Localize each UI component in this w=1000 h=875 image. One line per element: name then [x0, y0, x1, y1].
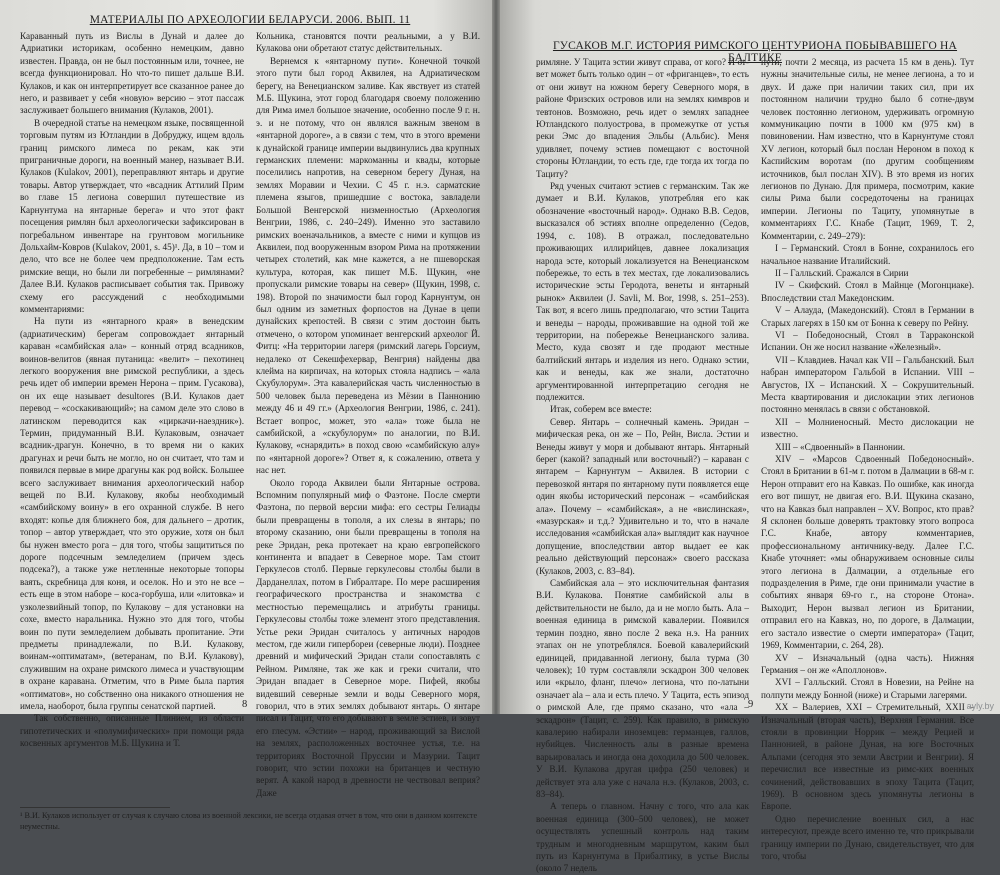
footnote: ¹ В.И. Кулаков использует от случая к случаю слова из военной лексики, не всегда отдавая отчет в том, что они в данном контексте неуместны. [20, 811, 478, 831]
paragraph: Так собственно, описанные Плинием, из области гипотетических и «полумифических» при помощи ряда косвенных аргументов М.Б. Щукина и Т. [20, 713, 244, 749]
running-head-left: МАТЕРИАЛЫ ПО АРХЕОЛОГИИ БЕЛАРУСИ. 2006. ВЫП. 11 [89, 14, 411, 26]
page-number-right: 9 [748, 699, 754, 710]
page-number-left: 8 [242, 699, 248, 710]
paragraph: пути, почти 2 месяца, из расчета 15 км в день). Тут нужны значительные силы, не менее легиона, а то и двух. И даже при наличии таких сил, при их постоянном наличии трудно было б сотне-двум человек постоянно легионом, удерживать огромную коммуникацию почти в 1000 км (975 км) в повиновении. Нам известно, что в Карнунтуме стоял XV легион, который был послан Нероном в поход к Каспийским воротам (по другим сообщениям источников, был послан XIV). В это время из ногих легионов по Дунаю. Для примера, посмотрим, какие силы Рима были сосредоточены на границах империи. Легионы по Тациту, упомянутые в комментариях Г.С. Кнабе (Тацит, 1969, Т. 2, Комментарии, с. 249–279): [761, 57, 974, 241]
legion-item: XV – Изначальный (одна часть). Нижняя Германия – он же «Аполлонов». [761, 652, 974, 675]
paragraph: Вернемся к «янтарному пути». Конечной точкой этого пути был город Аквилея, на Адриатическом берегу, на Венецианском заливе. Как явствует из статей М.Б. Щукина, этот город благодаря своему положению для Рима имел большое значение, особенно после 9 г. н. э. и не потому, что он являлся важным звеном в «янтарной дороге», а в связи с тем, что в этого времени к дунайской границе империи выдвинулись два крупных германских племени: маркоманны и квады, которые поселились напротив, на северном берегу Дуная, на землях Моравии и Чехии. С 45 г. н.э. сарматские племена языгов, пришедшие с востока, завладели Большой Венгерской низменностью (Археология Венгрии, 1986, с. 240–249). Именно это заставило римских военачальников, а вместе с ними и купцов из Аквилеи, под вооруженным взором Рима на протяжении четырех столетий, как мне кажется, а не пшеворская культура, которая, как пишет М.Б. Щукин, «не пропускали римские товары на север» (Щукин, 1998, с. 198). Второй по значимости был город Карнунтум, он был одним из заметных форпостов на Дунае в цепи дунайских крепостей. В связи с этим достоин быть отмечено, о котором упоминает венгерский археолог Й. Фитц: «На территории лагеря (римский лагерь Горсиум, недалеко от Секешфехервар, Венгрия) найдены два клейма на кирпичах, на которых стояла надпись – «ала Скубулорум». Эта кавалерийская часть численностью в 500 человек была переведена из Мёзии в Паннонию между 46 и 49 гг.» (Археология Венгрии, 1986, с. 241). Встает вопрос, может, это «ала» тоже была не самбийской, а «скубулорум» по аналогии, по В.И. Кулакову, «снарядить» в поход свою «самбийскую алу» по «янтарной дороге»? Ответ я, к сожалению, ответа у нас нет. [256, 55, 480, 476]
left-column-1 [20, 30, 244, 799]
paragraph: А теперь о главном. Начну с того, что ала как военная единица (300–500 человек), не может осуществлять успешный контроль над таким трудным и многодневным маршрутом, каким был путь из Карнунтума в Прибалтику, в устье Вислы (около 7 недель [536, 801, 749, 874]
legion-list [761, 242, 974, 813]
legion-item: I – Германский. Стоял в Бонне, сохранилось его начальное название Италийский. [761, 243, 974, 266]
paragraph: Север. Янтарь – солнечный камень. Эридан – мифическая река, он же – По, Рейн, Висла. Эстии и Венеды живут у моря и добывают янтарь. Янтарный берег (какой? западный или восточный?) – караван с янтарем – Карнунтум – Аквилея. В истории с перевозкой янтаря по янтарному пути появляется еще один якобы исторический персонаж – «самбийская ала». Почему – «самбийская», а не «вислинская», «мазурская» и т.д.? Удивительно и то, что в начале исследования «самбийская ала» выглядит как научное допущение, впоследствии автор выдает ее как реально действующий персонаж» своего рассказа (Кулаков, 2003, с. 83–84). [536, 416, 749, 576]
right-page [500, 0, 1000, 874]
legion-item: VI – Победоносный, Стоял в Тарраконской Испании. Он же носил название «Железный». [761, 329, 974, 353]
legion-item: XIII – «Сдвоенный» в Паннонии. [775, 441, 906, 452]
legion-item: XII – Молниеносный. Место дислокации не известно. [761, 416, 974, 440]
paragraph: Караванный путь из Вислы в Дунай и далее до Адриатики историкам, особенно немецким, давно известен. Правда, он не был постоянным или, точнее, не всегда функционировал. Но что-то пишет дальше В.И. Кулаков, и как он интерпретирует все сказанное ранее до него, и развивает у себя «новую» версию – этот пассаж заслуживает большего внимания (Кулаков, 2001). [20, 31, 244, 116]
right-column-1 [536, 56, 749, 875]
paragraph: Ряд ученых считают эстиев с германским. Так же думает и В.И. Кулаков, употребляя его как обозначение «восточный народ». Однако В.В. Седов, высказался об эстиях вполне определенно (Седов, 1994, с. 108). В отражал, последовательно проживающих иллирийцев, давнее локализация народа эсте, который локализуется на Венецианском побережье, то есть в тех местах, где локализовались исторические эсты Геродота, венеты и янтарный рынок» Аквилеи (J. Savli, M. Bor, 1998, s. 251–253). Так вот, я всего лишь предполагаю, что эстии Тацита и венеды – народы, проживавшие на одной той же территории, на побережье Венецианского залива. Место, куда свозят и где продают местные балтийский янтарь и изделия из него. Однако эстии, как и венеды, как же знали, достаточно аргументированной интерпретацию сегодня не подлежится. [536, 181, 749, 402]
left-page [0, 0, 492, 831]
legion-item: V – Алауда, (Македонский). Стоял в Германии в Старых лагерях в 150 км от Бонна к северу по Рейну. [761, 305, 974, 328]
watermark: ayly.by [966, 701, 994, 711]
left-column-2 [256, 30, 480, 799]
right-columns [536, 56, 974, 875]
left-columns [20, 30, 480, 799]
paragraph: На пути из «янтарного края» в венедским (адриатическим) берегам сопровождает янтарный караван «самбийская ала» – конный отряд всадников, воинов-велитов (явная путаница: «велит» – пехотинец легкого вооружения вне римской республики, а здесь речь идет об империи времен Нерона – прим. Гусакова), он их еще называет desultores (В.И. Кулаков дает перевод – «соскакивающий»; на самом деле это слово в латинском переводится как «циркачи-наездник»). Термин, придуманный В.И. Кулаковым, означает всадник-драгун. Конечно, в то время ни о каких драгунах и речи быть не могло, но он считает, что там и появился первые в мире драгуны как род войск. Большее всего заслуживает внимания археологический набор вещей по В.И. Кулакову, якобы необходимый «самбийскому воину» в его охранной службе. В него входят: копье для ближнего боя, для дальнего – дротик, топор – автор утверждает, что это оружие, хотя он был бы нужен вместо рога – для того, чтобы защититься по дороге подсечным земледелием (причем здесь подсека?), а также уже нетленные некоторые топоры ваять, скребница для коня, и оселок. Но и это не все – есть еще в этом наборе – коса-горбуша, или «литовка» и узколезвийный топор, по Кулакову – для установки на сохе, вместо наральника. Нужно это для того, чтобы воин по пути земледелием добывать пропитание. Эти предметы принадлежали, по В.И. Кулакову, воинам-«оптиматам», (ветеранам, по В.И. Кулакову), служившим на охране римского лимеса и участвующим в охране каравана. Отметим, что в Риме была партия «оптиматов», но собственно она никакого отношения не имела, наоборот, была группы сенатской партией. [20, 316, 244, 711]
paragraph: В очередной статье на немецком языке, посвященной торговым путям из Ютландии в Добруджу, ищем вдоль границ римского лимеса по рекам, как эти приграничные дороги, на военный манер, называет В.И. Кулаков (Kulakov, 2001), переправляют янтарь и другие товары. Автор утверждает, что «всадник Аттилий Прим во главе 15 легиона совершил путешествие из Карнунтума на янтарные берега» и что этот факт посещения римлян был археологически зафиксирован в погребальном инвентаре на грунтовом могильнике Дольхайм-Ковров (Kulakov, 2001, s. 45)¹. Да, в 10 – том и дело, что все не более чем предположение. Там есть римские вещи, но были ли погребенные – римлянами? Далее В.И. Кулаков расписывает события так. Привожу схему его рассуждений с необходимыми комментариями: [20, 117, 244, 314]
paragraph: Одно перечисление военных сил, а нас интересуют, прежде всего именно те, что прикрывали границу империи по Дунаю, свидетельствует, что для того, чтобы [761, 813, 974, 861]
legion-item: II – Галльский. Сражался в Сирии [775, 267, 909, 278]
legion-item: VII – Клавдиев. Начал как VII – Гальбанский. Был набран императором Гальбой в Испании. VIII – Августов, IX – Испанский. X – Сокрушительный. Места квартирования и дислокации этих легионов постоянно менялась в связи с обстановкой. [761, 354, 974, 415]
paragraph: Самбийская ала – это исключительная фантазия В.И. Кулакова. Понятие самбийской алы в действительности не было, да и не могло быть. Ала – военная единица в римской кавалерии. Появился термин поздно, явно после 2 века н.э. На ранних этапах он не употреблялся. Боевой кавалерийский единицей, придаванной легиону, была турма (30 человек); 10 турм составляли эскадрон 300 человек или «крыло, фланг, плечо» легиона, что по-латыни означает ala – ала и есть плечо. У Тацита, есть эпизод о римской Але, где прямо сказано, что «ала – эскадрон» (Тацит, с. 259). Как правило, в римскую кавалерию набирали иноземцев: германцев, галлов, нубийцев. Численность алы в разные времена варьировалась и иногда она доходила до 500 человек. У В.И. Кулакова другая цифра (250 человек) и действует эта ала уже с начала н.э. (Кулаков, 2003, с. 83–84). [536, 578, 749, 799]
legion-item: XVI – Галльский. Стоял в Новезии, на Рейне на полпути между Бонной (ниже) и Старыми лагерями. [761, 677, 974, 700]
legion-item: XIV – «Марсов Сдвоенный Победоносный». Стоял в Британии в 61-м г. потом в Далмации в 68-м г. Нерон отправит его на Кавказ. По ошибке, как иногда его вот пишут, не двигая его. В.И. Щукина сказано, что на Кавказ был направлен – XV. Вопрос, кто прав? Я склонен больше доверять трактовку этого вопроса Г.С. Кнабе, автору комментариев, профессиональному античнику-веду. Далее Г.С. Кнабе уточняет: «мы обнаруживаем основные силы этого легиона в Далмации, а отдельные его подразделения в Риме, где они принимали участие в событиях января 69-го г., на стороне Отона». Выходит, Нерон вызвал легион из Британии, отправил его на Кавказ, но, по дороге, в Далмации, его застало известие о смерти императора» (Тацит, 1969, Комментарии, с. 264, 28). [761, 454, 974, 651]
legion-item: IV – Скифский. Стоял в Майнце (Могонциаке). Впоследствии стал Македонским. [761, 280, 974, 303]
footnote-divider [20, 807, 170, 808]
running-head-right: ГУСАКОВ М.Г. ИСТОРИЯ РИМСКОГО ЦЕНТУРИОНА ПОБЫВАВШЕГО НА БАЛТИКЕ [552, 40, 958, 64]
book-gutter [492, 0, 500, 714]
legion-item: XX – Валериев, XXI – Стремительный, XXII – Изначальный (вторая часть), Верхняя Германия. Все стояли в провинции Норрик – между Рецией и Паннонией, в районе Дуная, на юге Восточных Альпами (сегодня это земли Австрии и Венгрии). Я перечислил все известные из римс-ких военных сочинений, действовавших в эпоху Тацита (Тацит, 1969). В основном здесь упомянуты легионы в Европе. [761, 702, 974, 812]
paragraph: Итак, соберем все вместе: [550, 404, 652, 415]
right-column-2 [761, 56, 974, 875]
paragraph: Кольника, становятся почти реальными, а у В.И. Кулакова они обретают статус действительных. [256, 31, 480, 54]
paragraph: Около города Аквилеи были Янтарные острова. Вспомним популярный миф о Фаэтоне. После смерти Фаэтона, по первой версии мифа: его сестры Гелиады были превращены в тополя, а их слезы в янтарь; по второму сказанию, они были превращены в тополя на реке Эридан, река протекает на краю евгропейского континента и впадает в Северное море. Там стоит Геркулесов столб. Первые геркулесовы столбы были в Дарданеллах, потом в Гибралтаре. По мере расширения географического пространства и знакомства с местностью перемещались и атрибуты границы. Геркулесовы столбы тоже элемент этого представления. Устье реки Эридан считалось у античных народов местом, где жили гипербореи (северные люди). Позднее древний и мифический Эридан стали сопоставлять с Рейном. Римляне, так же как и греки считали, что Эридан впадает в Северное море. Пифей, якобы видевший северные земли и воды Северного моря, говорил, что в этих землях добывают янтарь. О янтаре писал и Тацит, что его добывают в земле эстиев, и зовут его глесум. «Эстии» – народ, проживающий за Вислой на землях, расположенных восточнее устья, т.е. на территориях Восточной Пруссии и Мазурии. Тацит говорит, что эстии похожи на британцев и честную верят. А какой народ в древности не чествовал веприя? Даже [256, 477, 480, 798]
paragraph: римляне. У Тацита эстии живут справа, от кого? И от-вет может быть только один – от «фриганцев», то есть от они живут на южном берегу Северного моря, в районе Фризских островов или на землях кимвров и тевтонов. Возможно, речь идет о землях западнее Ютландского полуострова, в промежутке от устья реки Эмс до впадения Эльбы (Альбис). Меня удивляет, почему эстиев помещают с восточной стороны Ютландии, то есть где, где тогда их тогда по Тациту? [536, 57, 749, 179]
